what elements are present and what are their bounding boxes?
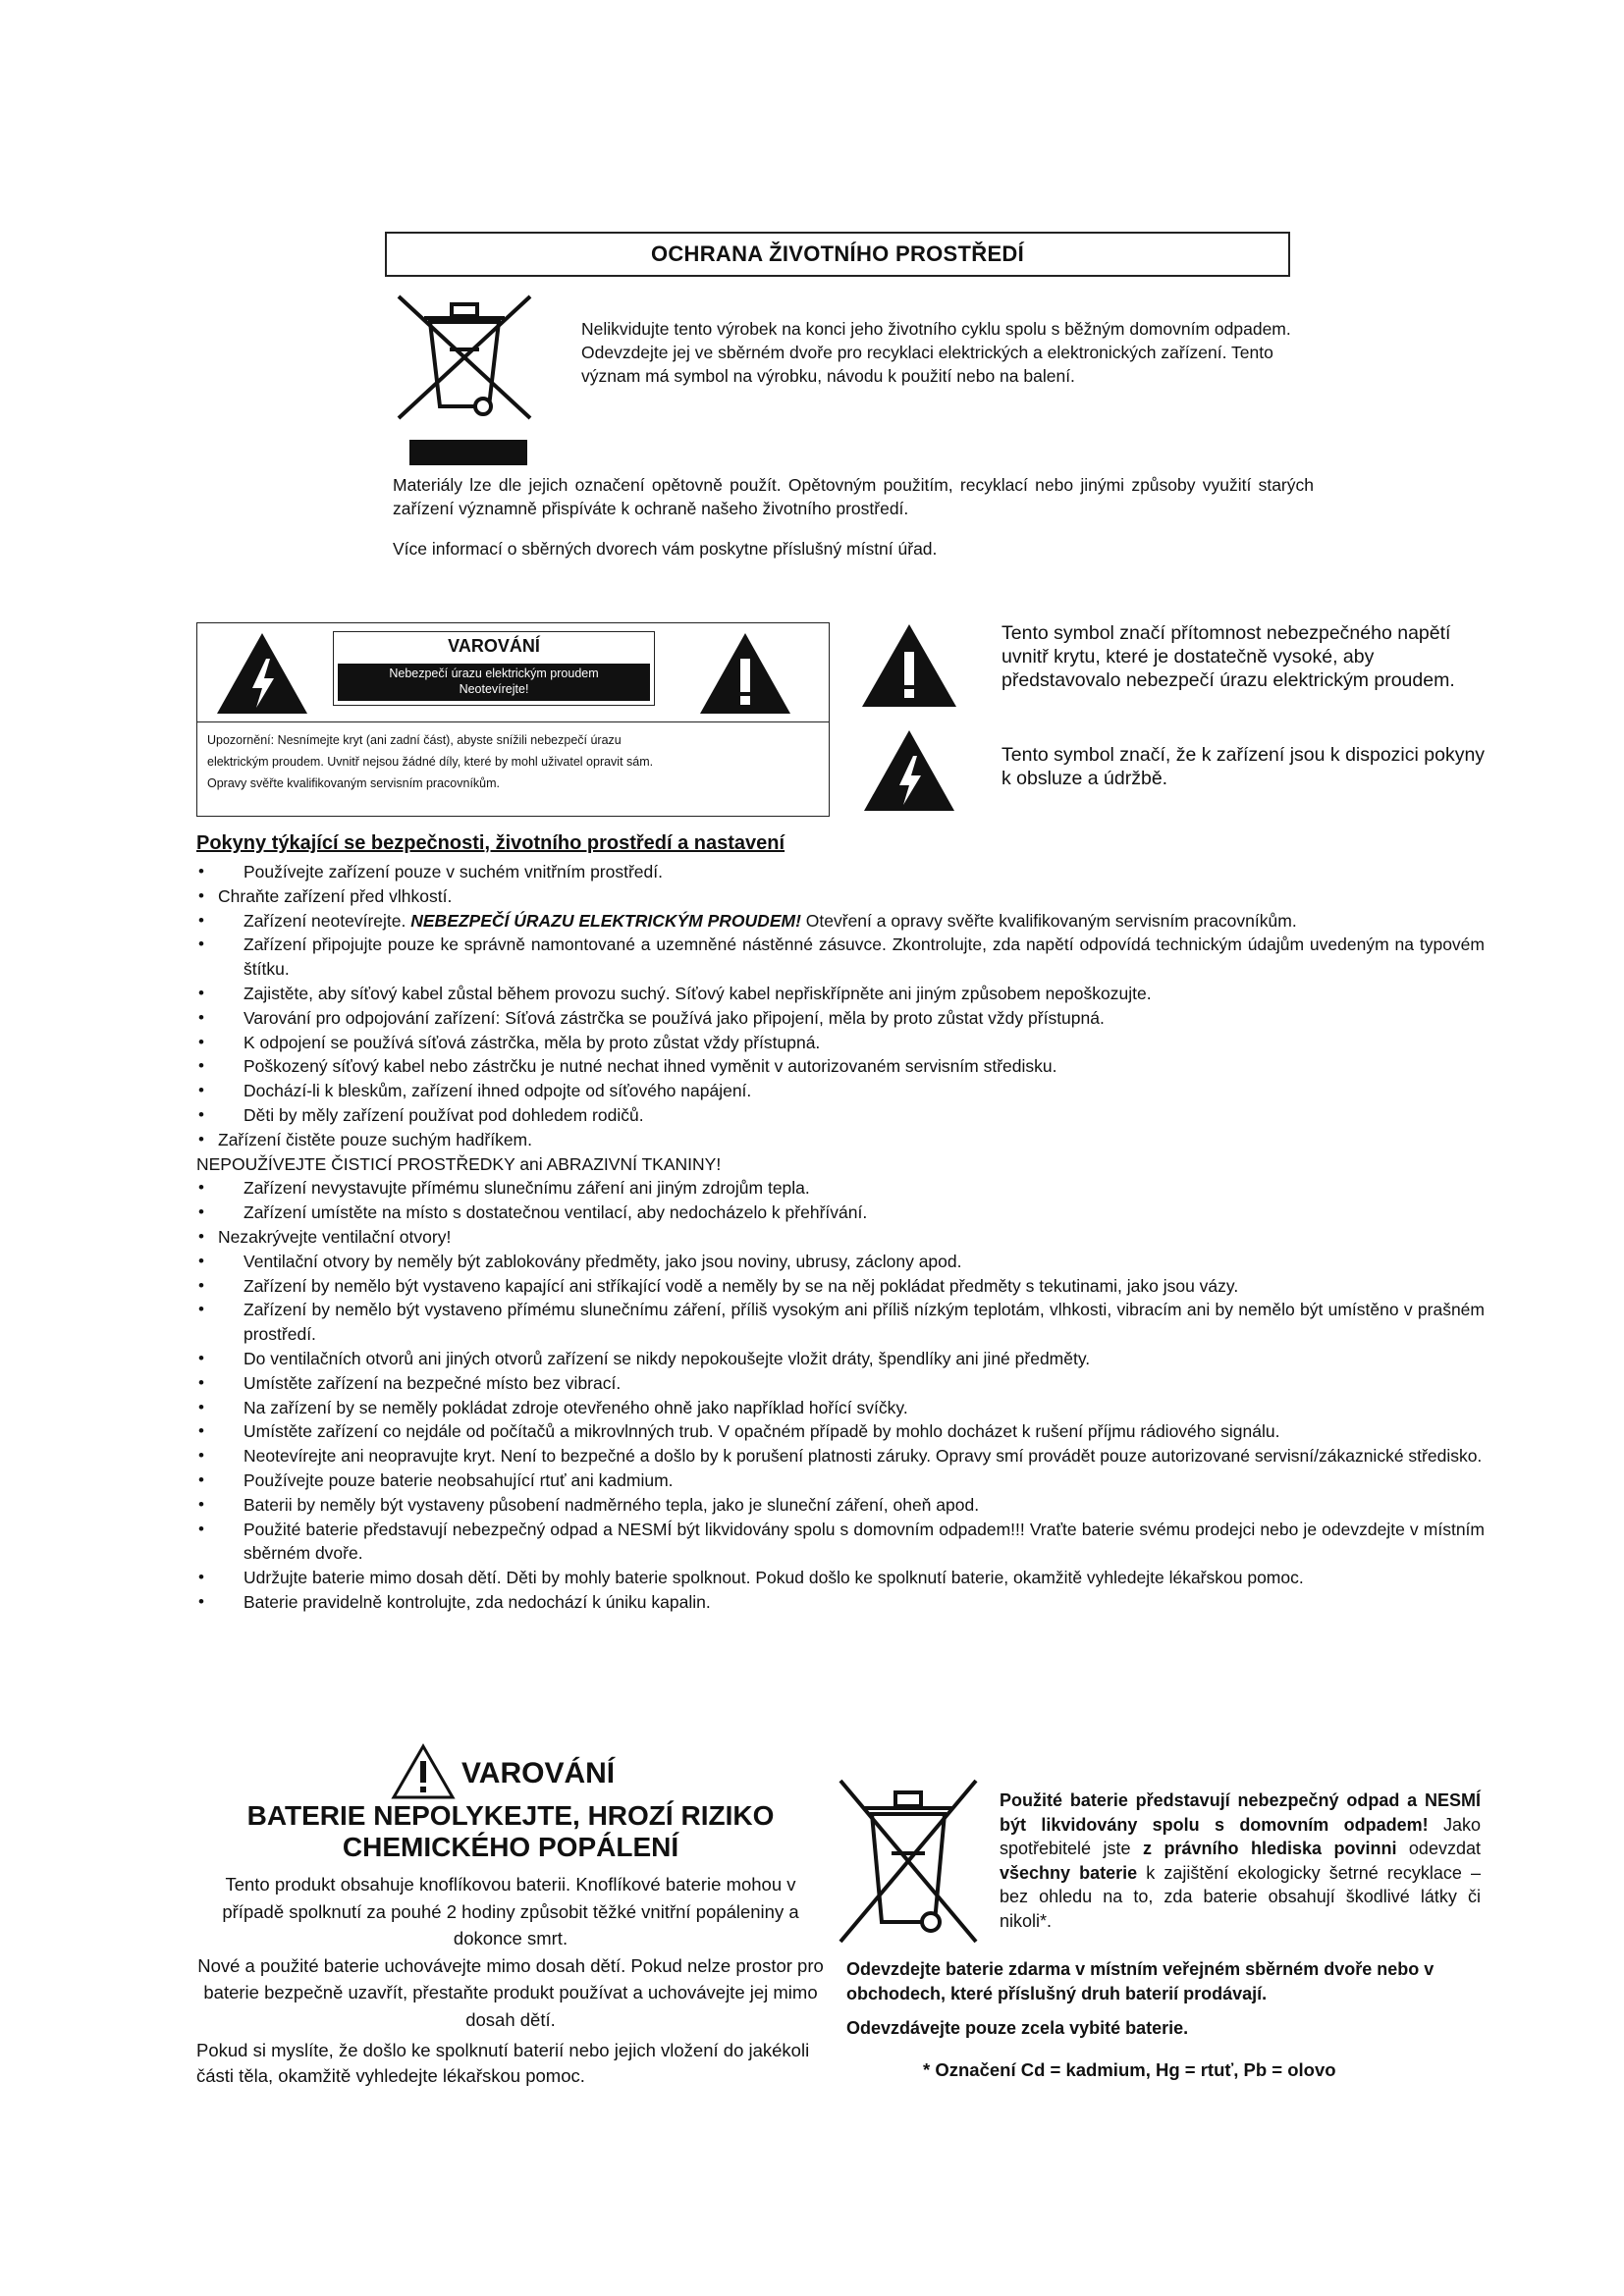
list-item: • Používejte zařízení pouze v suchém vnitřním prostředí. bbox=[196, 860, 1485, 884]
lightning-triangle-icon bbox=[215, 631, 309, 716]
list-item: • Používejte pouze baterie neobsahující rtuť ani kadmium. bbox=[196, 1468, 1485, 1493]
warning-black-line2: Neotevírejte! bbox=[459, 682, 529, 696]
free-return-text: Odevzdejte baterie zdarma v místním veřejném sběrném dvoře nebo v obchodech, které příslušný druh baterií prodávají. bbox=[846, 1959, 1435, 2003]
disposal-text: Nelikvidujte tento výrobek na konci jeho životního cyklu spolu s běžným domovním odpadem. Odevzdejte jej ve sběrném dvoře pro recyklaci elektrických a elektronických zařízení. Tento význam má symbol na výrobku, návodu k použití nebo na balení. bbox=[581, 319, 1291, 386]
voltage-symbol-text: Tento symbol značí přítomnost nebezpečného napětí uvnitř krytu, které je dostatečně vysoké, aby představovalo nebezpečí úrazu elektrickým proudem. bbox=[1001, 622, 1455, 691]
more-info-text: Více informací o sběrných dvorech vám poskytne příslušný místní úřad. bbox=[393, 539, 938, 559]
exclamation-triangle-icon bbox=[698, 631, 792, 716]
list-item: • Zařízení nevystavujte přímému slunečnímu záření ani jiným zdrojům tepla. bbox=[196, 1176, 1485, 1201]
list-item: • Baterie pravidelně kontrolujte, zda nedochází k úniku kapalin. bbox=[196, 1590, 1485, 1615]
list-item: • Varování pro odpojování zařízení: Síťová zástrčka se používá jako připojení, měla by proto zůstat vždy přístupná. bbox=[196, 1006, 1485, 1031]
footnote-text: * Označení Cd = kadmium, Hg = rtuť, Pb = olovo bbox=[923, 2059, 1336, 2080]
battery-para2: Nové a použité baterie uchovávejte mimo dosah dětí. Pokud nelze prostor pro baterie bezpečně uzavřít, přestaňte produkt používat a uchovávejte jej mimo dosah dětí. bbox=[197, 1954, 824, 2030]
list-item: • Děti by měly zařízení používat pod dohledem rodičů. bbox=[196, 1103, 1485, 1128]
warning-black-panel bbox=[338, 664, 650, 701]
safety-list bbox=[196, 860, 1485, 1615]
warning-label-box bbox=[333, 631, 655, 706]
list-item: • Použité baterie představují nebezpečný odpad a NESMÍ být likvidovány spolu s domovním odpadem!!! Vraťte baterie svému prodejci nebo je odevzdejte v místním sběrném dvoře. bbox=[196, 1518, 1485, 1567]
instructions-symbol-text: Tento symbol značí, že k zařízení jsou k dispozici pokyny k obsluze a údržbě. bbox=[1001, 744, 1486, 789]
safety-heading: Pokyny týkající se bezpečnosti, životního prostředí a nastavení bbox=[196, 832, 785, 854]
list-item: • K odpojení se používá síťová zástrčka, měla by proto zůstat vždy přístupná. bbox=[196, 1031, 1485, 1055]
list-item: • Umístěte zařízení co nejdále od počítačů a mikrovlnných trub. V opačném případě by mohlo docházet k rušení příjmu rádiového signálu. bbox=[196, 1419, 1485, 1444]
battery-disposal-text bbox=[1000, 1789, 1481, 1933]
only-empty-text: Odevzdávejte pouze zcela vybité baterie. bbox=[846, 2018, 1189, 2038]
battery-warning-headline bbox=[196, 1800, 825, 1863]
list-item: • Neotevírejte ani neopravujte kryt. Není to bezpečné a došlo by k porušení platnosti záruky. Opravy smí provádět pouze autorizované servisní/zákaznické středisko. bbox=[196, 1444, 1485, 1468]
black-bar bbox=[409, 440, 527, 465]
danger-text: NEBEZPEČÍ ÚRAZU ELEKTRICKÝM PROUDEM! bbox=[410, 910, 801, 931]
list-item: • Do ventilačních otvorů ani jiných otvorů zařízení se nikdy nepokoušejte vložit dráty, špendlíky ani jiné předměty. bbox=[196, 1347, 1485, 1371]
list-item-text: Zařízení neotevírejte. bbox=[244, 910, 406, 931]
list-item bbox=[196, 909, 1485, 934]
list-item: • Zařízení připojujte pouze ke správně namontované a uzemněné nástěnné zásuvce. Zkontrolujte, zda napětí odpovídá technickým údajům uvedeným na typovém štítku. bbox=[196, 933, 1485, 982]
warning-note-line2: elektrickým proudem. Uvnitř nejsou žádné díly, které by mohl uživatel opravit sám. bbox=[207, 755, 654, 769]
list-item: • Baterii by neměly být vystaveny působení nadměrného tepla, jako je sluneční záření, oheň apod. bbox=[196, 1493, 1485, 1518]
warning-triangle-outline-icon bbox=[391, 1743, 456, 1800]
list-item: NEPOUŽÍVEJTE ČISTICÍ PROSTŘEDKY ani ABRAZIVNÍ TKANINY! bbox=[196, 1153, 722, 1174]
list-item: • Nezakrývejte ventilační otvory! bbox=[196, 1225, 1485, 1250]
list-item: • Na zařízení by se neměly pokládat zdroje otevřeného ohně jako například hořící svíčky. bbox=[196, 1396, 1485, 1420]
list-item: • Zařízení by nemělo být vystaveno přímému slunečnímu záření, příliš vysokým ani příliš nízkým teplotám, vlhkosti, vibracím ani by nemělo být umístěno v prašném prostředí. bbox=[196, 1298, 1485, 1347]
battery-warning-body bbox=[196, 1871, 825, 2033]
list-item-text: Otevření a opravy svěřte kvalifikovaným servisním pracovníkům. bbox=[805, 910, 1297, 931]
warning-note-line3: Opravy svěřte kvalifikovaným servisním pracovníkům. bbox=[207, 776, 501, 790]
list-item: • Chraňte zařízení před vlhkostí. bbox=[196, 884, 1485, 909]
crossed-bin-battery-icon bbox=[835, 1775, 982, 1948]
list-item: • Zařízení čistěte pouze suchým hadříkem. bbox=[196, 1128, 1485, 1152]
list-item: • Zajistěte, aby síťový kabel zůstal během provozu suchý. Síťový kabel nepřiskřípněte ani jiným způsobem nepoškozujte. bbox=[196, 982, 1485, 1006]
crossed-bin-icon bbox=[391, 291, 538, 424]
warning-label: VAROVÁNÍ bbox=[448, 636, 540, 656]
battery-headline-line2: CHEMICKÉHO POPÁLENÍ bbox=[342, 1832, 679, 1862]
battery-para3: Pokud si myslíte, že došlo ke spolknutí baterií nebo jejich vložení do jakékoli části těla, okamžitě vyhledejte lékařskou pomoc. bbox=[196, 2040, 810, 2086]
list-item: • Ventilační otvory by neměly být zablokovány předměty, jako jsou noviny, ubrusy, záclony apod. bbox=[196, 1250, 1485, 1274]
battery-disposal-normal3: k zajištění ekologicky šetrné recyklace – bez ohledu na to, zda baterie obsahují škodlivé látky či nikoli*. bbox=[1000, 1862, 1481, 1931]
battery-disposal-bold3: všechny baterie bbox=[1000, 1862, 1138, 1883]
warning-box bbox=[196, 622, 830, 817]
list-item: • Zařízení by nemělo být vystaveno kapající ani stříkající vodě a neměly by se na něj pokládat předměty s tekutinami, jako jsou vázy. bbox=[196, 1274, 1485, 1299]
warning-note bbox=[207, 729, 816, 794]
battery-disposal-bold2: z právního hlediska povinni bbox=[1143, 1839, 1397, 1858]
exclamation-triangle-large-icon bbox=[860, 622, 958, 709]
warning-black-line1: Nebezpečí úrazu elektrickým proudem bbox=[389, 667, 599, 680]
battery-headline-line1: BATERIE NEPOLYKEJTE, HROZÍ RIZIKO bbox=[246, 1800, 775, 1831]
list-item: • Umístěte zařízení na bezpečné místo bez vibrací. bbox=[196, 1371, 1485, 1396]
battery-disposal-normal1: Jako spotřebitelé jste bbox=[1000, 1814, 1481, 1858]
battery-para1: Tento produkt obsahuje knoflíkovou baterii. Knoflíkové baterie mohou v případě spolknutí za pouhé 2 hodiny způsobit těžké vnitřní popáleniny a dokonce smrt. bbox=[222, 1874, 799, 1949]
list-item: • Zařízení umístěte na místo s dostatečnou ventilací, aby nedocházelo k přehřívání. bbox=[196, 1201, 1485, 1225]
environment-title: OCHRANA ŽIVOTNÍHO PROSTŘEDÍ bbox=[385, 232, 1290, 277]
list-item: • Poškozený síťový kabel nebo zástrčku je nutné nechat ihned vyměnit v autorizovaném servisním středisku. bbox=[196, 1054, 1485, 1079]
warning-note-line1: Upozornění: Nesnímejte kryt (ani zadní část), abyste snížili nebezpečí úrazu bbox=[207, 733, 622, 747]
battery-warning-title: VAROVÁNÍ bbox=[461, 1757, 616, 1789]
battery-disposal-bold1: Použité baterie představují nebezpečný odpad a NESMÍ být likvidovány spolu s domovním odpadem! bbox=[1000, 1790, 1481, 1835]
list-item: • Dochází-li k bleskům, zařízení ihned odpojte od síťového napájení. bbox=[196, 1079, 1485, 1103]
lightning-triangle-large-icon bbox=[862, 728, 956, 813]
battery-disposal-normal2: odevzdat bbox=[1408, 1839, 1481, 1858]
list-item: • Udržujte baterie mimo dosah dětí. Děti by mohly baterie spolknout. Pokud došlo ke spolknutí baterie, okamžitě vyhledejte lékařskou pomoc. bbox=[196, 1566, 1485, 1590]
materials-text: Materiály lze dle jejich označení opětovně použít. Opětovným použitím, recyklací nebo jinými způsoby využití starých zařízení významně přispíváte k ochraně našeho životního prostředí. bbox=[393, 475, 1314, 518]
